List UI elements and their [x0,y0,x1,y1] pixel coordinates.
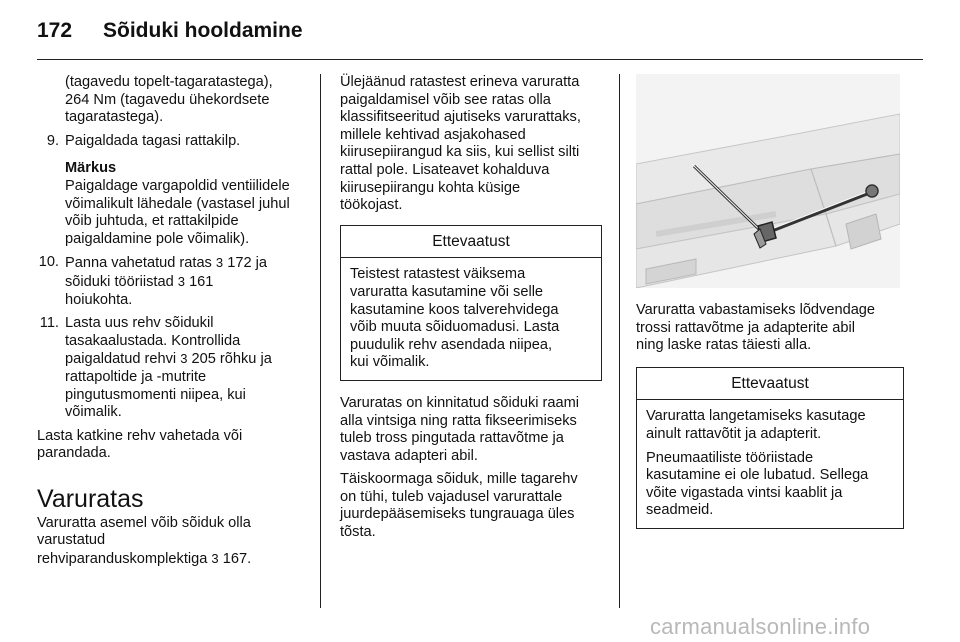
note-block: Märkus Paigaldage vargapoldid ventiilidele võimalikult lähedale (vastasel juhul võib juhtuda, et rattakilpide paigaldamine pole võimalik). [37,160,301,248]
caution-title: Ettevaatust [341,226,601,259]
step-9: 9. Paigaldada tagasi rattakilp. [46,132,241,149]
section-title-varuratas: Varuratas [37,484,144,513]
caution-box-1: Ettevaatust Teistest ratastest väiksema varuratta kasutamine või selle kasutamine koos talverehvidega võib muuta sõiduomadusi. Lasta puudulik rehv asendada niipea, kui võimalik. [340,225,602,381]
watermark: carmanualsonline.info [650,614,871,639]
page-ref-link[interactable]: 205 rõhku ja [191,351,272,368]
page-ref-arrow-icon: 3 [180,351,188,367]
note-title: Märkus [65,160,117,177]
caution-box-2: Ettevaatust Varuratta langetamiseks kasutage ainult rattavõtit ja adapterit. Pneumaatiliste tööriistade kasutamine ei ole lubatud. Sellega võite vigastada vintsi kaablit ja seadmeid. [636,367,904,529]
caution-title: Ettevaatust [637,368,903,401]
paragraph-repair: Lasta katkine rehv vahetada või parandada. [37,427,243,462]
page-title: Sõiduki hooldamine [103,19,303,42]
column-divider-2 [619,74,620,608]
page-ref-link[interactable]: 161 [189,273,214,290]
page-ref-link[interactable]: 172 ja [227,255,267,272]
step-11: 11. Lasta uus rehv sõidukil tasakaalustada. Kontrollida paigaldatud rehvi 3 205 rõhku ja rattapoltide ja -mutrite pingutusmomenti niipea, kui võimalik. [39,315,272,421]
column-middle [340,74,602,542]
paragraph-winch: Varuratas on kinnitatud sõiduki raami alla vintsiga ning ratta fikseerimiseks tuleb tross pingutada rattavõtme ja vastava adapteri abil. [340,394,580,464]
wheel-wrench-drawing [636,74,900,288]
page-ref-arrow-icon: 3 [215,255,224,271]
page-ref-arrow-icon: 3 [177,273,185,289]
page-number: 172 [37,19,73,42]
column-divider-1 [320,74,321,608]
step-10: 10. Panna vahetatud ratas 3 172 ja sõiduki tööriistad 3 161 hoiukohta. [38,254,267,308]
spare-wheel-intro: Ülejäänud ratastest erineva varuratta paigaldamisel võib see ratas olla klassifitseeritud ajutiseks varurattaks, millele kehtivad asjakohased kiirusepiirangud ka siis, kui sellist silti rattal pole. Lisateavet kohalduva kiirusepiirangu kohta küsige töökojast. [340,74,581,214]
column-left [37,74,301,569]
page-ref-arrow-icon: 3 [211,551,219,567]
column-right [636,302,904,529]
step8-continuation: (tagavedu topelt-tagaratastega), 264 Nm (tagavedu ühekordsete tagaratastega). [65,74,273,126]
spare-wheel-illustration [636,74,900,288]
paragraph-jack: Täiskoormaga sõiduk, mille tagarehv on tühi, tuleb vajadusel varurattale juurdepääsemiseks tungrauaga üles tõsta. [340,471,578,541]
section-intro: Varuratta asemel võib sõiduk olla varustatud rehviparanduskomplektiga 3 167. [37,514,252,568]
page-header [37,18,923,60]
illustration-caption: Varuratta vabastamiseks lõdvendage trossi rattavõtme ja adapterite abil ning laske ratas täiesti alla. [636,302,876,354]
page-ref-link[interactable]: 167. [222,551,252,568]
